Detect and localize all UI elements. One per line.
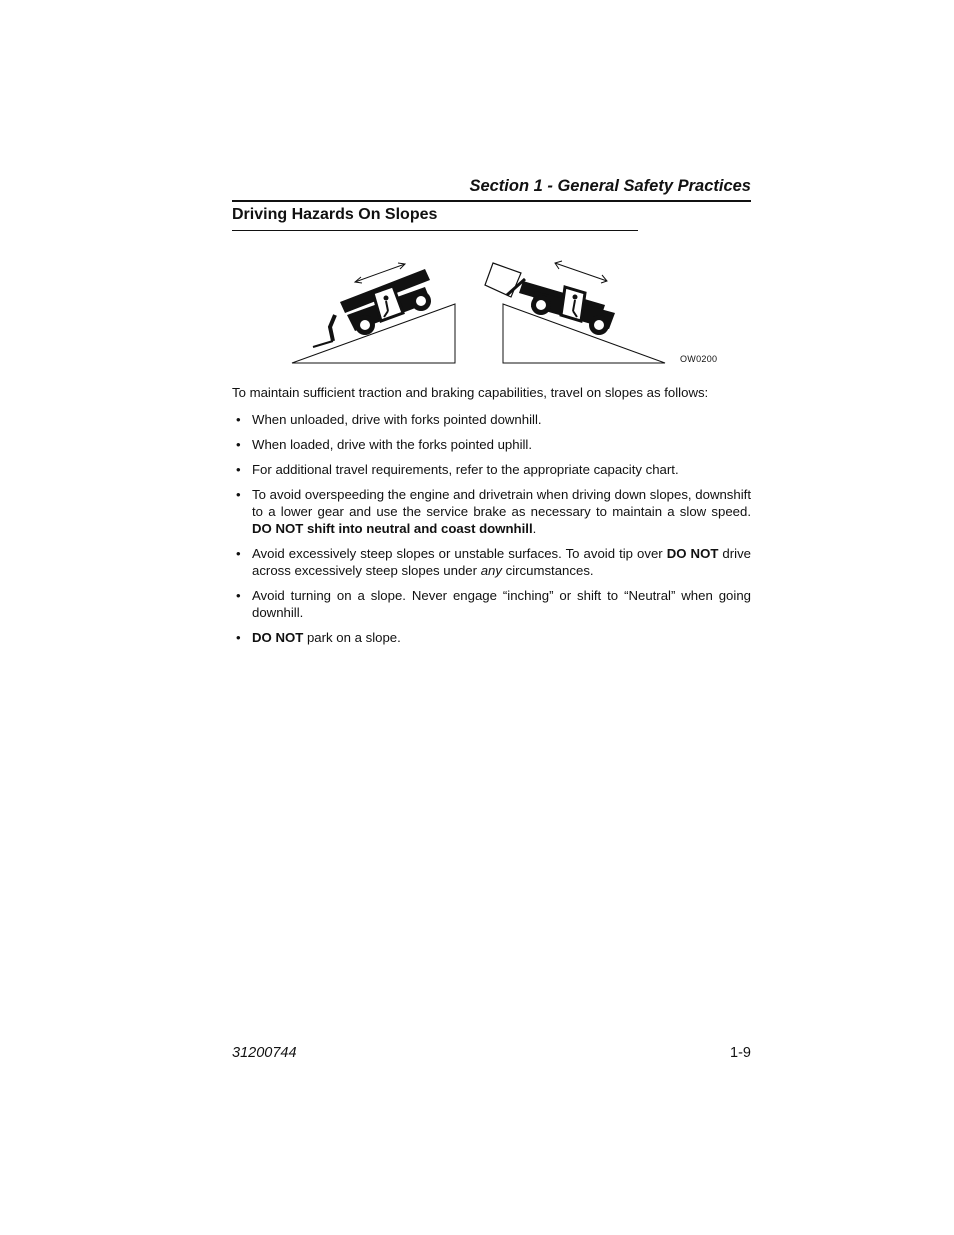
list-item: • For additional travel requirements, refer to the appropriate capacity chart.	[236, 462, 679, 477]
list-item: • When unloaded, drive with forks pointed downhill.	[236, 412, 542, 427]
telehandler-loaded-forks-uphill	[485, 261, 665, 363]
figure-code: OW0200	[680, 354, 718, 364]
subsection-header	[232, 204, 638, 231]
bullet-marker: •	[236, 462, 241, 477]
telehandler-unloaded-forks-downhill	[292, 263, 455, 363]
list-item: • Avoid excessively steep slopes or unstable surfaces. To avoid tip over DO NOT drive across excessively steep slopes under any circumstances.	[236, 546, 752, 578]
subsection-title: Driving Hazards On Slopes	[232, 206, 438, 223]
bullet-marker: •	[236, 437, 241, 452]
list-item: • To avoid overspeeding the engine and drivetrain when driving down slopes, downshift to a lower gear and use the service brake as necessary to maintain a slow speed. DO NOT shift into neutral and coast downhill.	[236, 487, 751, 536]
page-number: 1-9	[730, 1045, 751, 1061]
bullet-marker: •	[236, 412, 241, 427]
slope-figure-svg	[285, 255, 725, 370]
bullet-marker: •	[236, 546, 241, 561]
list-item: • DO NOT park on a slope.	[236, 630, 401, 645]
list-item: • When loaded, drive with the forks pointed uphill.	[236, 437, 533, 452]
bullet-marker: •	[236, 630, 241, 645]
bullet-marker: •	[236, 487, 241, 502]
slope-illustration	[285, 255, 725, 370]
section-title: Section 1 - General Safety Practices	[469, 177, 751, 195]
bullet-list	[232, 411, 751, 654]
list-item: • Avoid turning on a slope. Never engage “inching” or shift to “Neutral” when going downhill.	[236, 588, 751, 620]
section-header	[232, 176, 751, 202]
bullet-marker: •	[236, 588, 241, 603]
intro-paragraph: To maintain sufficient traction and braking capabilities, travel on slopes as follows:	[232, 385, 709, 400]
document-number: 31200744	[232, 1045, 297, 1061]
